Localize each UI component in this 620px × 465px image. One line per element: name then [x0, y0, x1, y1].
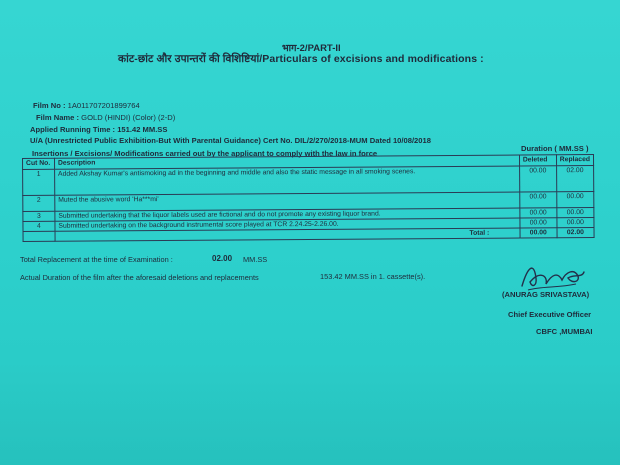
replaced-value: 02.00	[556, 166, 593, 192]
running-time-label: Applied Running Time :	[30, 125, 116, 134]
cut-no: 2	[23, 195, 55, 211]
deleted-value: 00.00	[519, 166, 556, 192]
cut-description: Submitted undertaking on the background instrumental score played at TCR 2.24.25-2.26.00.	[55, 218, 520, 231]
film-name-label: Film Name :	[36, 113, 80, 122]
replacement-value: 02.00	[212, 254, 233, 263]
signatory-name: (ANURAG SRIVASTAVA)	[502, 290, 590, 299]
signatory-office: CBFC ,MUMBAI	[536, 327, 593, 336]
part-heading: भाग-2/PART-II	[282, 43, 341, 54]
deleted-value: 00.00	[520, 218, 557, 228]
cut-description: Added Akshay Kumar's antismoking ad in the beginning and middle and also the static message in all smoking scenes.	[55, 166, 520, 195]
replaced-header: Replaced	[556, 155, 593, 166]
replacement-label: Total Replacement at the time of Examination :	[20, 255, 173, 264]
signatory-title: Chief Executive Officer	[508, 310, 592, 319]
deleted-value: 00.00	[520, 208, 557, 218]
description-header: Description	[54, 155, 519, 169]
cut-no: 3	[23, 211, 55, 221]
total-blank-cell	[23, 231, 55, 241]
replaced-value: 00.00	[557, 208, 594, 218]
actual-duration-label: Actual Duration of the film after the aforesaid deletions and replacements	[20, 273, 259, 282]
duration-header: Duration ( MM.SS )	[521, 144, 589, 153]
film-name	[36, 113, 175, 122]
total-label: Total :	[55, 228, 520, 241]
film-no-value: 1A011707201899764	[67, 101, 140, 110]
excisions-table	[22, 154, 595, 242]
cut-no-header: Cut No.	[23, 158, 55, 169]
running-time	[30, 125, 167, 134]
replacement-unit: MM.SS	[243, 255, 268, 264]
cut-description: Muted the abusive word 'Ha***mi'	[55, 192, 520, 211]
deleted-value: 00.00	[520, 192, 557, 208]
insertions-line: Insertions / Excisions/ Modifications carried out by the applicant to comply with the law in force	[32, 149, 378, 158]
film-name-value: GOLD (HINDI) (Color) (2-D)	[81, 113, 176, 122]
page-shadow	[0, 360, 620, 465]
cut-no: 1	[23, 169, 55, 195]
film-no-label: Film No :	[33, 101, 66, 110]
total-deleted: 00.00	[520, 228, 557, 238]
actual-duration-value: 153.42 MM.SS in 1. cassette(s).	[320, 272, 426, 281]
replaced-value: 00.00	[556, 192, 593, 208]
table-row	[23, 166, 594, 196]
section-title: कांट-छांट और उपान्तरों की विशिष्टियां/Particulars of excisions and modifications :	[118, 53, 484, 65]
running-time-value: 151.42 MM.SS	[117, 125, 168, 134]
total-replaced: 02.00	[557, 228, 594, 238]
film-no	[33, 101, 140, 110]
deleted-header: Deleted	[519, 155, 556, 166]
cut-description: Submitted undertaking that the liquor labels used are fictional and do not promote any existing liquor brand.	[55, 208, 520, 221]
replaced-value: 00.00	[557, 218, 594, 228]
cut-no: 4	[23, 221, 55, 231]
certificate-line: U/A (Unrestricted Public Exhibition-But With Parental Guidance) Cert No. DIL/2/270/2018-MUM Dated 10/08/2018	[30, 136, 431, 145]
